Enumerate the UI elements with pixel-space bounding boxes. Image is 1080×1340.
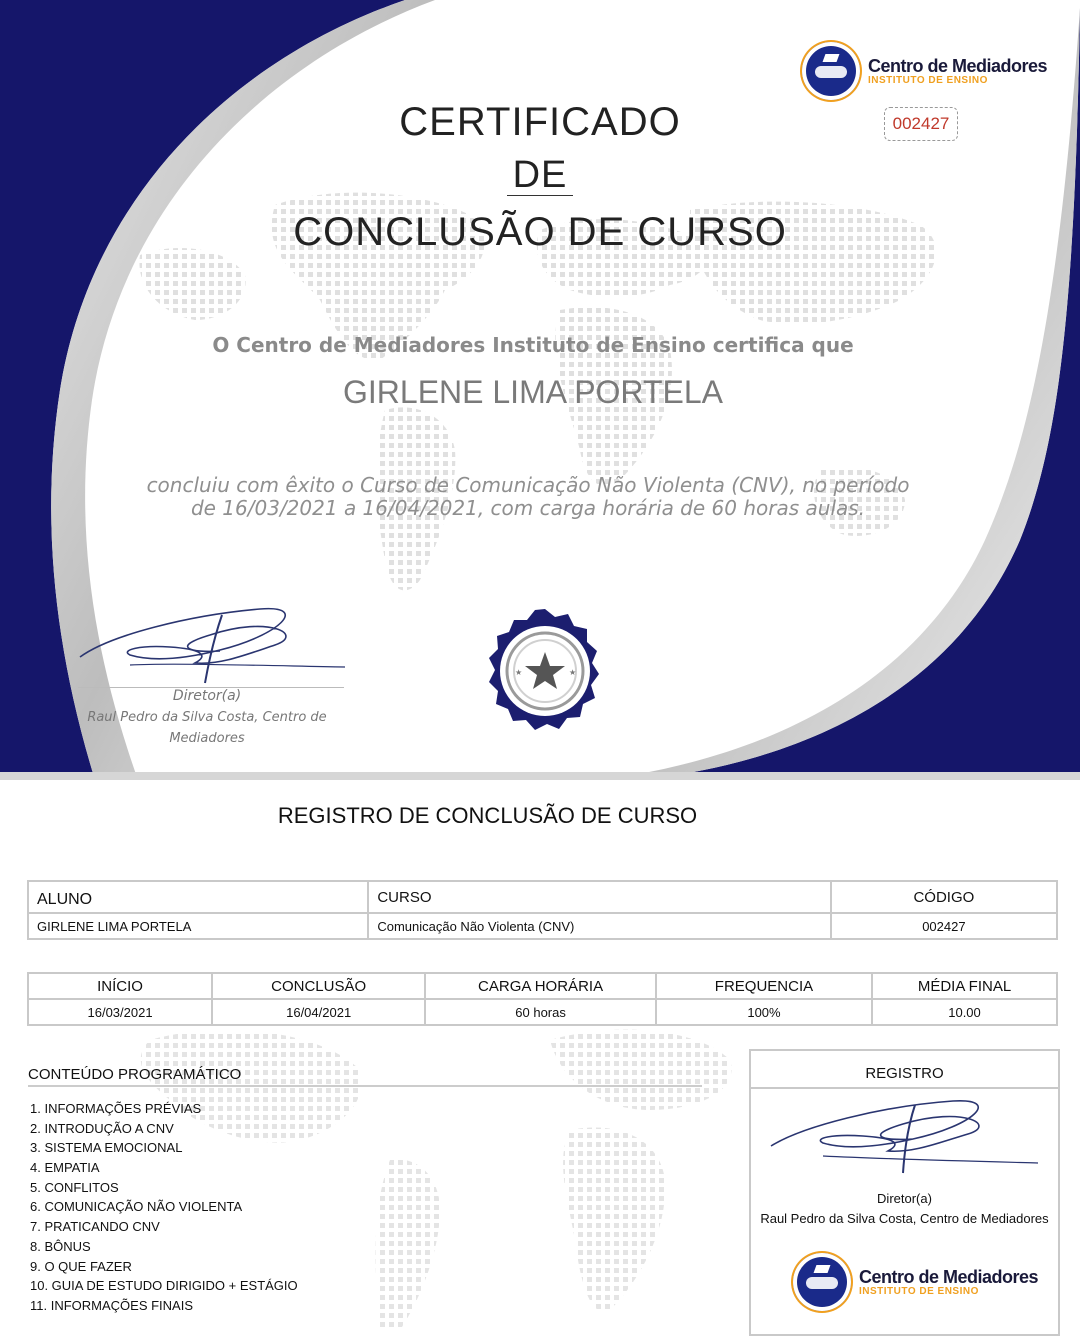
signature-icon (70, 595, 350, 695)
header-curso: CURSO (368, 881, 830, 913)
registry-logo (793, 1253, 1080, 1311)
certificate-title: CERTIFICADO (399, 100, 681, 144)
cell-codigo: 002427 (831, 913, 1057, 939)
student-name: GIRLENE LIMA PORTELA (343, 374, 723, 410)
cell-conclusao: 16/04/2021 (212, 999, 425, 1025)
registry-role: Diretor(a) (877, 1191, 932, 1206)
header-frequencia: FREQUENCIA (656, 973, 872, 999)
cell-media-final: 10.00 (872, 999, 1057, 1025)
list-item: 10. GUIA DE ESTUDO DIRIGIDO + ESTÁGIO (30, 1278, 298, 1294)
director-caption (62, 686, 352, 749)
table-header-row (28, 973, 1057, 999)
cell-frequencia: 100% (656, 999, 872, 1025)
list-item: 6. COMUNICAÇÃO NÃO VIOLENTA (30, 1199, 243, 1215)
list-item: 1. INFORMAÇÕES PRÉVIAS (30, 1101, 202, 1116)
certificate-subtitle: CONCLUSÃO DE CURSO (293, 210, 787, 254)
logo-subtitle: INSTITUTO DE ENSINO (859, 1285, 979, 1297)
completion-statement: concluiu com êxito o Curso de Comunicação Não Violenta (CNV), no período de 16/03/2021 a 16/04/2021, com carga horária de 60 horas aulas. (146, 473, 910, 520)
header-conclusao: CONCLUSÃO (212, 973, 425, 999)
cell-inicio: 16/03/2021 (28, 999, 212, 1025)
seal-star-icon (479, 605, 611, 737)
header-aluno: ALUNO (28, 881, 368, 913)
table-row (28, 913, 1057, 939)
list-item: 4. EMPATIA (30, 1160, 100, 1176)
cell-curso: Comunicação Não Violenta (CNV) (368, 913, 830, 939)
certificate-code: 002427 (884, 107, 958, 141)
handshake-logo-icon (793, 1253, 851, 1311)
signature-icon (763, 1091, 1053, 1181)
table-header-row (28, 881, 1057, 913)
list-item: 9. O QUE FAZER (30, 1258, 132, 1274)
certificate-title-de-text: DE (507, 155, 574, 196)
header-media-final: MÉDIA FINAL (872, 973, 1057, 999)
svg-text:★: ★ (515, 668, 523, 677)
director-role: Diretor(a) (172, 688, 242, 704)
header-carga-horaria: CARGA HORÁRIA (425, 973, 656, 999)
director-signature (70, 595, 350, 699)
cell-aluno: GIRLENE LIMA PORTELA (28, 913, 368, 939)
logo-subtitle: INSTITUTO DE ENSINO (868, 74, 988, 86)
list-item: 11. INFORMAÇÕES FINAIS (30, 1297, 194, 1313)
registry-director-name: Raul Pedro da Silva Costa, Centro de Mediadores (760, 1211, 1049, 1226)
list-item: 2. INTRODUÇÃO A CNV (30, 1120, 174, 1136)
logo-name: Centro de Mediadores (859, 1266, 1039, 1287)
list-item: 8. BÔNUS (30, 1238, 91, 1254)
list-item: 3. SISTEMA EMOCIONAL (30, 1140, 183, 1156)
program-title: CONTEÚDO PROGRAMÁTICO (28, 1066, 242, 1083)
handshake-logo-icon (802, 42, 860, 100)
registry-box-title: REGISTRO (751, 1051, 1058, 1089)
list-item: 7. PRATICANDO CNV (30, 1219, 160, 1235)
director-name: Raul Pedro da Silva Costa, Centro de Mediadores (87, 710, 327, 746)
registry-caption (751, 1189, 1058, 1229)
list-item: 5. CONFLITOS (30, 1179, 119, 1195)
course-details-table (27, 972, 1058, 1026)
program-list (30, 1099, 298, 1316)
program-divider (28, 1085, 702, 1087)
registry-title: REGISTRO DE CONCLUSÃO DE CURSO (277, 803, 698, 828)
certifies-statement: O Centro de Mediadores Instituto de Ensino certifica que (212, 333, 854, 357)
institute-logo (802, 42, 1080, 100)
logo-name: Centro de Mediadores (868, 55, 1048, 76)
student-course-table (27, 880, 1058, 940)
header-codigo: CÓDIGO (831, 881, 1057, 913)
registry-box (749, 1049, 1060, 1336)
svg-text:★: ★ (569, 668, 577, 677)
header-inicio: INÍCIO (28, 973, 212, 999)
certificate-title-de (0, 154, 1080, 197)
cell-carga-horaria: 60 horas (425, 999, 656, 1025)
table-row (28, 999, 1057, 1025)
